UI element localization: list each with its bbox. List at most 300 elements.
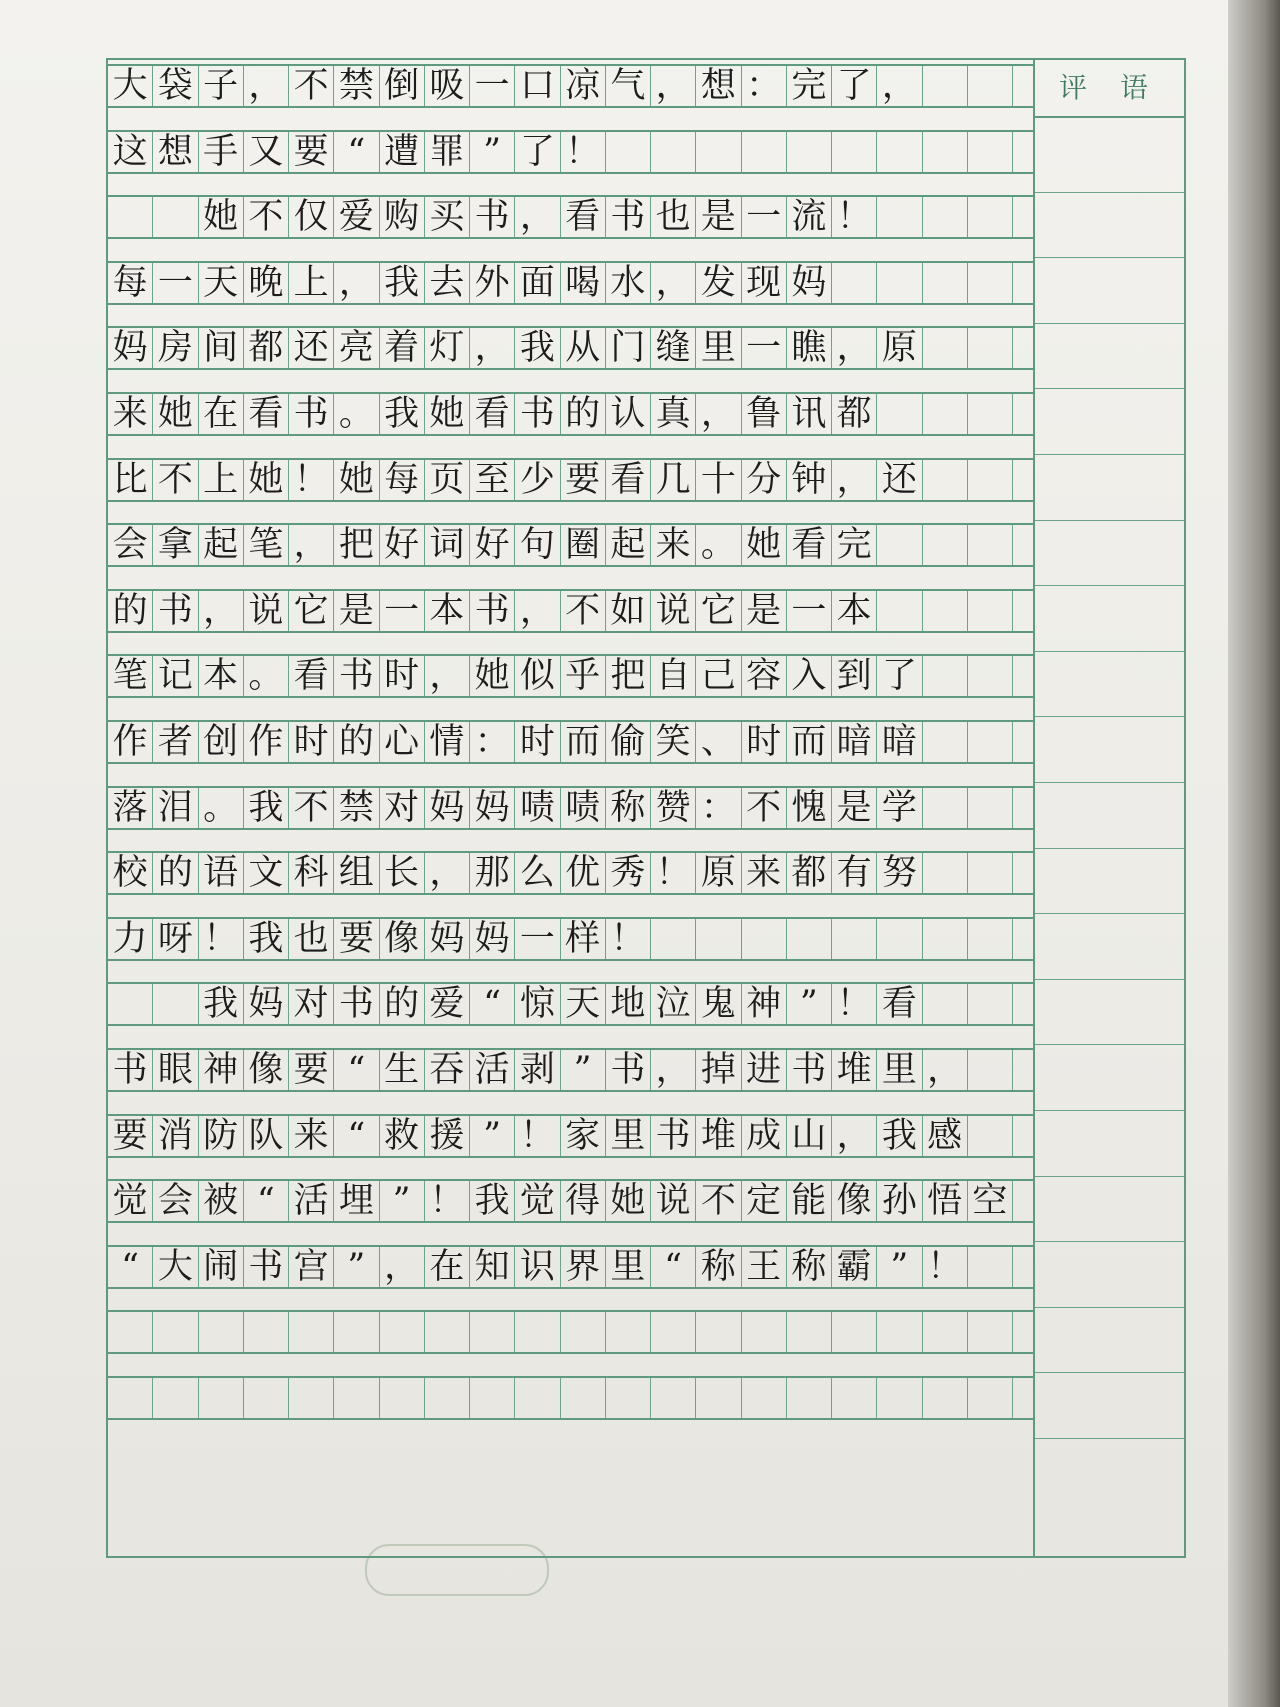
grid-row [108, 917, 1033, 961]
grid-cell [968, 591, 1013, 631]
grid-cell [696, 919, 741, 959]
grid-cell: 喝 [561, 263, 606, 303]
grid-cell: 了 [515, 132, 560, 172]
grid-cell [832, 1312, 877, 1352]
grid-cell: 凉 [561, 66, 606, 106]
grid-cell: 每 [108, 263, 153, 303]
grid-cell: 都 [244, 328, 289, 368]
grid-cell: 来 [651, 525, 696, 565]
grid-cell: 像 [832, 1181, 877, 1221]
grid-cell [696, 1312, 741, 1352]
grid-cell [696, 132, 741, 172]
grid-cell [923, 1378, 968, 1418]
grid-cell: 间 [199, 328, 244, 368]
grid-cell [968, 984, 1013, 1024]
grid-cell: 救 [380, 1116, 425, 1156]
grid-cell: 上 [289, 263, 334, 303]
grid-row [108, 589, 1033, 633]
grid-cell: 秀 [606, 853, 651, 893]
grid-cell: 把 [334, 525, 379, 565]
grid-cell [787, 1312, 832, 1352]
grid-cell [199, 1378, 244, 1418]
grid-cell [380, 1312, 425, 1352]
grid-cell: 不 [153, 460, 198, 500]
grid-cell: 神 [199, 1050, 244, 1090]
grid-cell: 要 [108, 1116, 153, 1156]
grid-cell [153, 197, 198, 237]
grid-cell [832, 1378, 877, 1418]
grid-row [108, 786, 1033, 830]
grid-cell [968, 853, 1013, 893]
grid-cell: 来 [289, 1116, 334, 1156]
grid-cell [244, 1312, 289, 1352]
grid-cell: 我 [470, 1181, 515, 1221]
grid-cell: 似 [515, 656, 560, 696]
grid-cell [968, 1312, 1013, 1352]
grid-cell [425, 1378, 470, 1418]
grid-cell: 这 [108, 132, 153, 172]
grid-cell: ” [334, 1247, 379, 1287]
review-line [1035, 782, 1184, 783]
grid-cell: 入 [787, 656, 832, 696]
grid-cell: 大 [153, 1247, 198, 1287]
grid-cell [877, 591, 922, 631]
grid-cell: 晚 [244, 263, 289, 303]
grid-cell: 成 [742, 1116, 787, 1156]
grid-cell: 水 [606, 263, 651, 303]
grid-cell: 情 [425, 722, 470, 762]
grid-cell: 己 [696, 656, 741, 696]
grid-cell: 能 [787, 1181, 832, 1221]
grid-cell: 它 [696, 591, 741, 631]
grid-cell: 子 [199, 66, 244, 106]
grid-cell [380, 1378, 425, 1418]
grid-cell: 想 [696, 66, 741, 106]
grid-cell: ， [832, 460, 877, 500]
grid-row [108, 261, 1033, 305]
grid-cell: 亮 [334, 328, 379, 368]
grid-cell: 不 [742, 788, 787, 828]
grid-cell [561, 1378, 606, 1418]
grid-cell: 看 [561, 197, 606, 237]
grid-cell [651, 1378, 696, 1418]
grid-cell: 自 [651, 656, 696, 696]
grid-cell: 的 [380, 984, 425, 1024]
grid-cell: 鬼 [696, 984, 741, 1024]
grid-cell [561, 1312, 606, 1352]
grid-cell: 称 [606, 788, 651, 828]
grid-cell: 活 [470, 1050, 515, 1090]
grid-cell [742, 1378, 787, 1418]
grid-cell [968, 525, 1013, 565]
grid-cell [108, 1312, 153, 1352]
grid-cell: 暗 [877, 722, 922, 762]
grid-cell: 书 [289, 394, 334, 434]
grid-cell: ， [470, 328, 515, 368]
grid-cell: ！ [606, 919, 651, 959]
grid-cell: ， [832, 328, 877, 368]
grid-cell: 不 [696, 1181, 741, 1221]
grid-cell [877, 197, 922, 237]
grid-cell: 看 [470, 394, 515, 434]
grid-cell [877, 1312, 922, 1352]
grid-cell [244, 1378, 289, 1418]
grid-cell: 乎 [561, 656, 606, 696]
composition-grid [106, 58, 1186, 1558]
grid-cell: 里 [606, 1247, 651, 1287]
grid-cell: ！ [832, 197, 877, 237]
grid-cell: 书 [787, 1050, 832, 1090]
grid-row [108, 64, 1033, 108]
grid-cell: 生 [380, 1050, 425, 1090]
grid-cell: 书 [606, 1050, 651, 1090]
grid-cell [968, 132, 1013, 172]
grid-cell [470, 1312, 515, 1352]
grid-cell: 称 [696, 1247, 741, 1287]
grid-cell: 妈 [787, 263, 832, 303]
grid-cell [923, 460, 968, 500]
grid-cell: 书 [334, 656, 379, 696]
grid-cell: “ [244, 1181, 289, 1221]
grid-cell: 书 [651, 1116, 696, 1156]
review-line [1035, 1241, 1184, 1242]
grid-cell [968, 919, 1013, 959]
grid-cell: 每 [380, 460, 425, 500]
grid-cell [968, 460, 1013, 500]
grid-cell: 她 [742, 525, 787, 565]
grid-cell: 好 [470, 525, 515, 565]
grid-cell [968, 197, 1013, 237]
grid-cell: 着 [380, 328, 425, 368]
grid-cell [968, 1116, 1013, 1156]
grid-cell: 句 [515, 525, 560, 565]
grid-cell: ， [380, 1247, 425, 1287]
grid-row [108, 720, 1033, 764]
grid-cell: 是 [334, 591, 379, 631]
grid-cell: 像 [380, 919, 425, 959]
grid-cell: ” [787, 984, 832, 1024]
grid-cell: ， [425, 656, 470, 696]
grid-cell: 书 [244, 1247, 289, 1287]
grid-row [108, 195, 1033, 239]
grid-row [108, 1376, 1033, 1420]
grid-cell: 房 [153, 328, 198, 368]
grid-cell: 山 [787, 1116, 832, 1156]
grid-cell: 她 [244, 460, 289, 500]
review-line [1035, 454, 1184, 455]
grid-cell: 本 [425, 591, 470, 631]
grid-cell: 力 [108, 919, 153, 959]
grid-row [108, 851, 1033, 895]
grid-cell: 堆 [832, 1050, 877, 1090]
grid-cell: 会 [153, 1181, 198, 1221]
review-line [1035, 913, 1184, 914]
review-line [1035, 388, 1184, 389]
grid-cell [923, 197, 968, 237]
review-line [1035, 979, 1184, 980]
grid-cell: 时 [289, 722, 334, 762]
grid-cell: 看 [289, 656, 334, 696]
grid-cell [199, 1312, 244, 1352]
grid-cell: 。 [334, 394, 379, 434]
grid-cell [108, 1378, 153, 1418]
faint-stamp [365, 1544, 549, 1596]
grid-cell: 。 [199, 788, 244, 828]
review-line [1035, 257, 1184, 258]
grid-cell: 孙 [877, 1181, 922, 1221]
grid-cell: 书 [470, 591, 515, 631]
grid-cell: 。 [244, 656, 289, 696]
grid-row [108, 130, 1033, 174]
grid-cell: 文 [244, 853, 289, 893]
grid-cell: 我 [244, 919, 289, 959]
grid-cell: 书 [334, 984, 379, 1024]
grid-cell: 觉 [108, 1181, 153, 1221]
grid-cell: 妈 [470, 919, 515, 959]
review-line [1035, 1110, 1184, 1111]
grid-cell: 不 [561, 591, 606, 631]
grid-cell [923, 984, 968, 1024]
grid-cell [787, 919, 832, 959]
review-line [1035, 1438, 1184, 1439]
grid-cell: 神 [742, 984, 787, 1024]
grid-cell [606, 1378, 651, 1418]
grid-cell: 会 [108, 525, 153, 565]
review-line [1035, 848, 1184, 849]
grid-cell [787, 1378, 832, 1418]
review-line [1035, 1176, 1184, 1177]
grid-cell: 时 [515, 722, 560, 762]
grid-cell: 说 [651, 1181, 696, 1221]
grid-cell: 愧 [787, 788, 832, 828]
grid-cell [877, 919, 922, 959]
grid-cell: ， [832, 1116, 877, 1156]
grid-cell: 妈 [425, 919, 470, 959]
grid-cell: 我 [380, 263, 425, 303]
grid-cell: 界 [561, 1247, 606, 1287]
grid-cell: 十 [696, 460, 741, 500]
grid-cell: 优 [561, 853, 606, 893]
grid-cell [606, 1312, 651, 1352]
grid-cell: 起 [199, 525, 244, 565]
grid-cell: 页 [425, 460, 470, 500]
grid-cell: 有 [832, 853, 877, 893]
grid-cell: 对 [289, 984, 334, 1024]
grid-cell: 手 [199, 132, 244, 172]
grid-cell [923, 788, 968, 828]
grid-cell: 去 [425, 263, 470, 303]
grid-cell [696, 1378, 741, 1418]
grid-cell [108, 984, 153, 1024]
grid-cell [968, 722, 1013, 762]
grid-cell: 啧 [515, 788, 560, 828]
grid-cell: 也 [289, 919, 334, 959]
grid-cell: ， [334, 263, 379, 303]
grid-cell [877, 394, 922, 434]
grid-cell: 空 [968, 1181, 1013, 1221]
grid-cell [108, 197, 153, 237]
grid-cell: 么 [515, 853, 560, 893]
grid-cell: 她 [606, 1181, 651, 1221]
grid-cell: 她 [334, 460, 379, 500]
grid-cell: 拿 [153, 525, 198, 565]
grid-cell: 防 [199, 1116, 244, 1156]
grid-cell [923, 656, 968, 696]
grid-cell [651, 132, 696, 172]
grid-cell: 灯 [425, 328, 470, 368]
grid-cell: 里 [696, 328, 741, 368]
grid-cell: 一 [742, 328, 787, 368]
grid-cell: ” [470, 1116, 515, 1156]
grid-cell [923, 853, 968, 893]
grid-row [108, 1179, 1033, 1223]
grid-cell: 我 [515, 328, 560, 368]
grid-row [108, 1048, 1033, 1092]
grid-cell [470, 1378, 515, 1418]
grid-cell [923, 591, 968, 631]
grid-row [108, 392, 1033, 436]
grid-cell [968, 788, 1013, 828]
grid-cell: 完 [832, 525, 877, 565]
grid-cell: 上 [199, 460, 244, 500]
grid-cell: 妈 [425, 788, 470, 828]
grid-cell: 还 [289, 328, 334, 368]
grid-cell: 我 [380, 394, 425, 434]
grid-cell [923, 1312, 968, 1352]
grid-cell: 书 [515, 394, 560, 434]
grid-cell: 她 [425, 394, 470, 434]
grid-cell: 不 [244, 197, 289, 237]
grid-cell: 面 [515, 263, 560, 303]
grid-cell: 我 [877, 1116, 922, 1156]
grid-cell: 分 [742, 460, 787, 500]
grid-cell: ， [515, 197, 560, 237]
grid-cell: 笔 [244, 525, 289, 565]
grid-cell: 要 [289, 132, 334, 172]
grid-cell [153, 1378, 198, 1418]
page-edge [1228, 0, 1280, 1707]
grid-cell: 看 [606, 460, 651, 500]
grid-cell: 一 [515, 919, 560, 959]
grid-cell: 里 [877, 1050, 922, 1090]
grid-cell [787, 132, 832, 172]
grid-cell: 来 [108, 394, 153, 434]
grid-cell: 一 [153, 263, 198, 303]
grid-cell [968, 1247, 1013, 1287]
grid-row [108, 523, 1033, 567]
grid-cell: 我 [199, 984, 244, 1024]
grid-cell: 霸 [832, 1247, 877, 1287]
grid-cell: 罪 [425, 132, 470, 172]
grid-cell: ， [923, 1050, 968, 1090]
review-line [1035, 323, 1184, 324]
grid-cell: 是 [832, 788, 877, 828]
grid-cell: 语 [199, 853, 244, 893]
grid-cell: 它 [289, 591, 334, 631]
grid-cell: 是 [742, 591, 787, 631]
grid-cell [923, 394, 968, 434]
grid-cell [923, 132, 968, 172]
grid-cell: 我 [244, 788, 289, 828]
grid-cell: 本 [199, 656, 244, 696]
grid-cell: 里 [606, 1116, 651, 1156]
grid-cell [334, 1312, 379, 1352]
grid-cell: ， [199, 591, 244, 631]
grid-cell: 想 [153, 132, 198, 172]
grid-cell: 要 [561, 460, 606, 500]
grid-cell: 说 [651, 591, 696, 631]
grid-cell: 她 [470, 656, 515, 696]
grid-cell: 把 [606, 656, 651, 696]
grid-cell: 看 [787, 525, 832, 565]
grid-cell: 校 [108, 853, 153, 893]
grid-cell: 流 [787, 197, 832, 237]
grid-cell: 识 [515, 1247, 560, 1287]
grid-cell [968, 394, 1013, 434]
grid-cell: 进 [742, 1050, 787, 1090]
grid-cell: ！ [651, 853, 696, 893]
grid-cell: 袋 [153, 66, 198, 106]
grid-cell: 都 [787, 853, 832, 893]
grid-cell: 心 [380, 722, 425, 762]
grid-cell [742, 1312, 787, 1352]
grid-cell: 偷 [606, 722, 651, 762]
grid-cell: ！ [199, 919, 244, 959]
grid-cell: 是 [696, 197, 741, 237]
grid-cell: 作 [244, 722, 289, 762]
grid-cell: 比 [108, 460, 153, 500]
grid-cell [289, 1312, 334, 1352]
grid-cell [334, 1378, 379, 1418]
grid-cell: 样 [561, 919, 606, 959]
grid-cell: 长 [380, 853, 425, 893]
grid-row [108, 1310, 1033, 1354]
grid-cell: 定 [742, 1181, 787, 1221]
grid-cell: 呀 [153, 919, 198, 959]
grid-cell: 要 [334, 919, 379, 959]
grid-cell: 觉 [515, 1181, 560, 1221]
grid-cell: 暗 [832, 722, 877, 762]
grid-cell: ！ [923, 1247, 968, 1287]
grid-cell: 时 [742, 722, 787, 762]
grid-cell: 、 [696, 722, 741, 762]
grid-cell [425, 1312, 470, 1352]
grid-cell: 堆 [696, 1116, 741, 1156]
grid-cell: 悟 [923, 1181, 968, 1221]
grid-cell: 仅 [289, 197, 334, 237]
grid-cell: 口 [515, 66, 560, 106]
grid-row [108, 1114, 1033, 1158]
grid-cell [651, 919, 696, 959]
grid-cell: 组 [334, 853, 379, 893]
grid-cell: 购 [380, 197, 425, 237]
grid-cell: 到 [832, 656, 877, 696]
grid-cell: 活 [289, 1181, 334, 1221]
grid-cell [289, 1378, 334, 1418]
grid-cell: 在 [425, 1247, 470, 1287]
grid-cell: 要 [289, 1050, 334, 1090]
grid-cell: 都 [832, 394, 877, 434]
grid-cell: 看 [244, 394, 289, 434]
grid-cell: ” [380, 1181, 425, 1221]
grid-cell: 钟 [787, 460, 832, 500]
grid-cell: 消 [153, 1116, 198, 1156]
grid-cell: 那 [470, 853, 515, 893]
grid-cell: ， [877, 66, 922, 106]
grid-cell: 被 [199, 1181, 244, 1221]
review-header: 评 语 [1035, 60, 1184, 118]
grid-cell: ， [515, 591, 560, 631]
